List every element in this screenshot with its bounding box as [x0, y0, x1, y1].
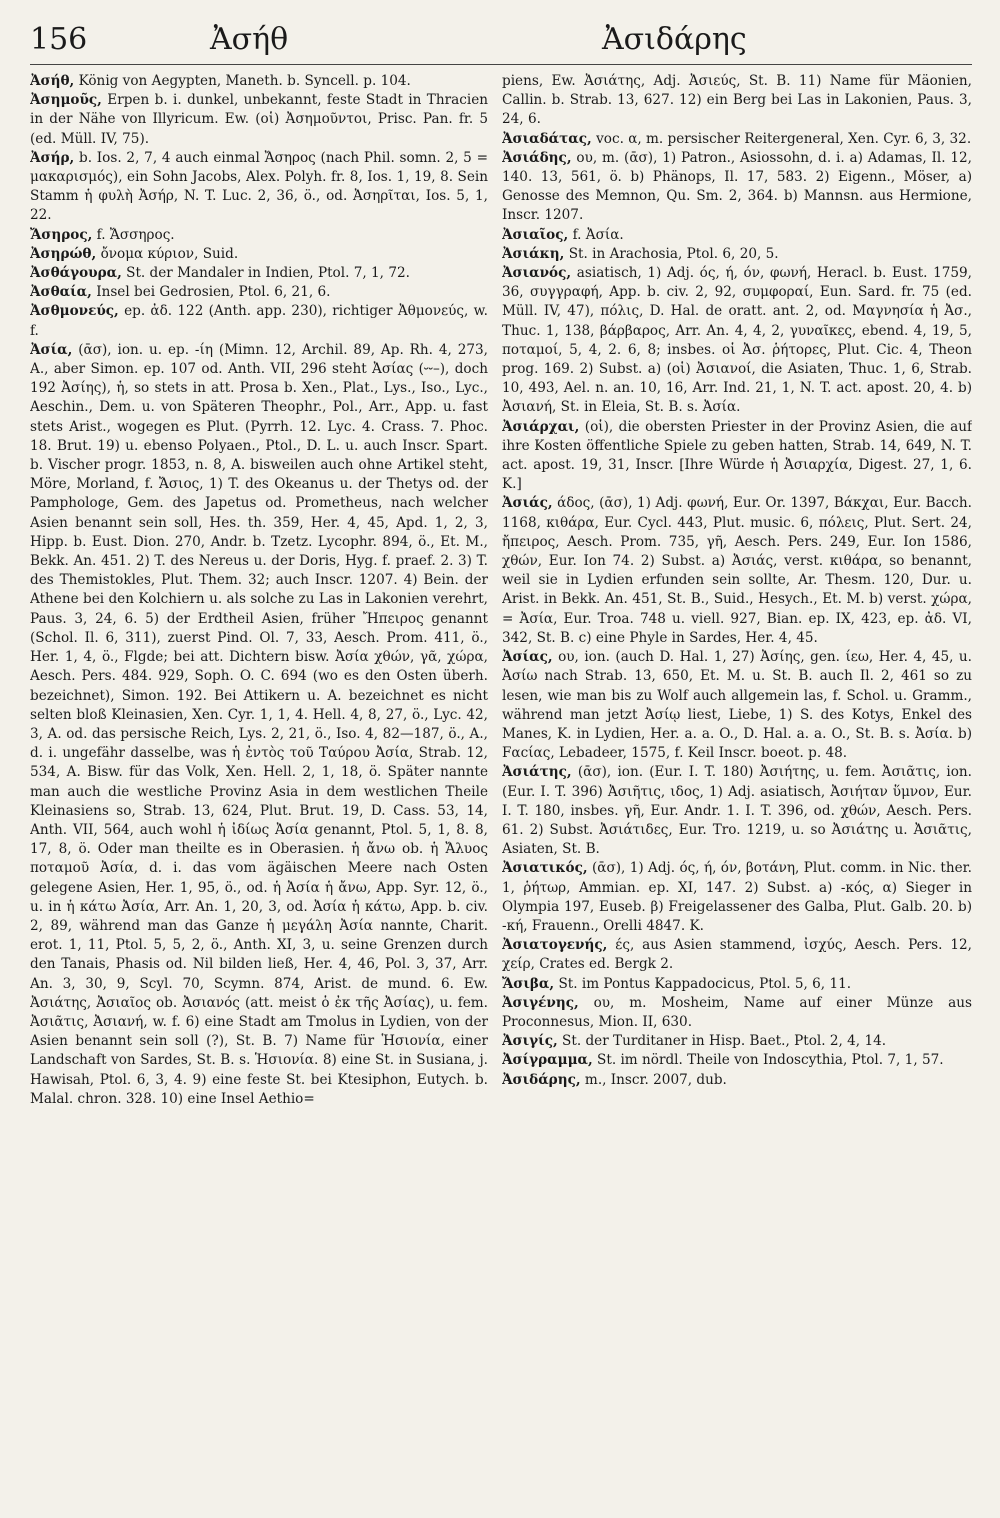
- dictionary-entry: [502, 264, 972, 418]
- right-column: [502, 72, 972, 1508]
- left-column: [30, 72, 488, 1508]
- entry-text: piens, Ew. Ἀσιάτης, Adj. Ἀσιεύς, St. B. 11) Name für Mäonien, Callin. b. Strab. 13, 627. 12) ein Berg bei Las in Lakonien, Paus. 3, 24, 6.: [502, 73, 972, 128]
- dictionary-entry: [30, 283, 488, 302]
- dictionary-entry: [30, 149, 488, 226]
- entry-lemma: Ἀσιάς,: [502, 495, 553, 512]
- columns: [30, 72, 976, 1508]
- dictionary-entry: [30, 72, 488, 91]
- entry-lemma: Ἀσιάτης,: [502, 764, 572, 781]
- dictionary-entry: [502, 245, 972, 264]
- headword-right: Ἀσιδάρης: [602, 22, 747, 57]
- dictionary-entry: [502, 1051, 972, 1070]
- entry-text: f. Ἄσσηρος.: [92, 226, 175, 243]
- headword-left: Ἀσήθ: [210, 22, 289, 57]
- dictionary-entry: [502, 763, 972, 859]
- entry-lemma: Ἀσιατογενής,: [502, 937, 608, 954]
- dictionary-entry: [502, 226, 972, 245]
- entry-text: voc. α, m. persischer Reitergeneral, Xen. Cyr. 6, 3, 32.: [591, 130, 972, 147]
- entry-lemma: Ἀσιαῖος,: [502, 226, 569, 243]
- dictionary-entry: [502, 936, 972, 974]
- entry-text: (ᾱσ), 1) Adj. ός, ή, όν, βοτάνη, Plut. comm. in Nic. ther. 1, ῥήτωρ, Ammian. ep. XI, 147. 2) Subst. a) -κός, α) Sieger in Olympia 197, Euseb. β) Freigelassener des Galba, Plut. Galb. 20. b) -κή, Frauenn., Orelli 4847. K.: [502, 860, 972, 934]
- page-number: 156: [30, 22, 88, 57]
- page-header: [30, 22, 972, 65]
- entry-text: St. der Mandaler in Indien, Ptol. 7, 1, 72.: [121, 265, 410, 282]
- entry-lemma: Ἀσήρ,: [30, 149, 75, 166]
- entry-text: St. im nördl. Theile von Indoscythia, Ptol. 7, 1, 57.: [592, 1052, 944, 1069]
- entry-text: (ᾱσ), ion. (Eur. I. T. 180) Ἀσιήτης, u. fem. Ἀσιᾶτις, ion. (Eur. I. T. 396) Ἀσιῆτις, ιδος, 1) Adj. asiatisch, Ἀσιήταν ὕμνον, Eur. I. T. 180, insbes. γῆ, Eur. Andr. 1. I. T. 396, od. χθών, Aesch. Pers. 61. 2) Subst. Ἀσιάτιδες, Eur. Tro. 1219, u. so Ἀσιάτης u. Ἀσιᾶτις, Asiaten, St. B.: [502, 764, 972, 858]
- dictionary-entry: [502, 994, 972, 1032]
- entry-text: ep. ἀδ. 122 (Anth. app. 230), richtiger Ἀθμονεύς, w. f.: [30, 303, 488, 339]
- entry-lemma: Ἀσιατικός,: [502, 860, 588, 877]
- entry-lemma: Ἀσίας,: [502, 649, 553, 666]
- entry-lemma: Ἀσία,: [30, 341, 73, 358]
- dictionary-entry: [30, 264, 488, 283]
- dictionary-entry: [502, 859, 972, 936]
- entry-text: ου, m. (ᾱσ), 1) Patron., Asiossohn, d. i. a) Adamas, Il. 12, 140. 13, 561, ö. b) Phänops, Il. 17, 583. 2) Eigenn., Möser, a) Genosse des Memnon, Qu. Sm. 2, 364. b) Mannsn. aus Hermione, Inscr. 1207.: [502, 149, 972, 224]
- dictionary-entry: [502, 1032, 972, 1051]
- entry-lemma: Ἀσημοῦς,: [30, 92, 102, 109]
- dictionary-entry: [502, 418, 972, 495]
- entry-text: m., Inscr. 2007, dub.: [580, 1071, 727, 1088]
- entry-text: St. im Pontus Kappadocicus, Ptol. 5, 6, 11.: [554, 975, 852, 992]
- entry-lemma: Ἀσιάρχαι,: [502, 418, 580, 435]
- dictionary-entry: [502, 648, 972, 763]
- entry-text: ου, m. Mosheim, Name auf einer Münze aus Proconnesus, Mion. II, 630.: [502, 994, 972, 1030]
- entry-text: St. der Turditaner in Hisp. Baet., Ptol. 2, 4, 14.: [557, 1033, 887, 1050]
- dictionary-entry: [30, 341, 488, 1109]
- entry-lemma: Ἀσηρώθ,: [30, 245, 97, 262]
- dictionary-entry: [502, 1071, 972, 1090]
- entry-text: ὄνομα κύριον, Suid.: [96, 245, 239, 262]
- entry-text: Insel bei Gedrosien, Ptol. 6, 21, 6.: [91, 284, 331, 301]
- entry-text: (οἱ), die obersten Priester in der Provinz Asien, die auf ihre Kosten öffentliche Spiele zu geben hatten, Strab. 14, 649, N. T. act. apost. 19, 31, Inscr. [Ihre Würde ἡ Ἀσιαρχία, Digest. 27, 1, 6. K.]: [502, 418, 972, 493]
- entry-text: asiatisch, 1) Adj. ός, ή, όν, φωνή, Heracl. b. Eust. 1759, 36, συγγραφή, App. b. civ. 2, 92, συμφοραί, Eun. Sard. fr. 75 (ed. Müll. IV, 47), πόλις, D. Hal. de oratt. ant. 2, od. Μαγνησία ἡ Ἀσ., Thuc. 1, 138, βάρβαρος, Arr. An. 4, 4, 2, γυναῖκες, ebend. 4, 19, 5, ποταμοί, 5, 4, 2. 6, 8; insbes. οἱ Ἀσ. ῥήτορες, Plut. Cic. 4, Theon prog. 169. 2) Subst. a) (οἱ) Ἀσιανοί, die Asiaten, Thuc. 1, 6, Strab. 10, 493, Ael. n. an. 10, 16, Arr. Ind. 21, 1, N. T. act. apost. 20, 4. b) Ἀσιανή, St. in Eleia, St. B. s. Ἀσία.: [502, 265, 972, 416]
- dictionary-entry: [502, 72, 972, 130]
- entry-text: Erpen b. i. dunkel, unbekannt, feste Stadt in Thracien in der Nähe von Illyricum. Ew. (οἱ) Ἀσημοῦντοι, Prisc. Pan. fr. 5 (ed. Müll. IV, 75).: [30, 92, 488, 147]
- entry-lemma: Ἀσιγίς,: [502, 1033, 558, 1050]
- entry-text: (ᾱσ), ion. u. ep. -ίη (Mimn. 12, Archil. 89, Ap. Rh. 4, 273, A., aber Simon. ep. 107 od. Anth. VII, 296 steht Ἀσίας (⏑⏑–), doch 192 Ἀσίης), ἡ, so stets in att. Prosa b. Xen., Plat., Lys., Iso., Lyc., Aeschin., Dem. u. von Späteren Theophr., Pol., Arr., App. u. fast stets Arist., wogegen es Plut. (Pyrrh. 12. Lyc. 4. Crass. 7. Phoc. 18. Brut. 19) u. ebenso Polyaen., Ptol., D. L. u. auch Inscr. Spart. b. Vischer progr. 1853, n. 8, A. bisweilen auch ohne Artikel steht, Möre, Morland, f. Ἄσιος, 1) T. des Okeanus u. der Thetys od. der Pamphologe, Gem. des Japetus od. Prometheus, nach welcher Asien benannt sein soll, Hes. th. 359, Her. 4, 45, Apd. 1, 2, 3, Hipp. b. Eust. Dion. 270, Andr. b. Tzetz. Lycophr. 894, ö., Et. M., Bekk. An. 451. 2) T. des Nereus u. der Doris, Hyg. f. praef. 2. 3) T. des Themistokles, Plut. Them. 32; auch Inscr. 1207. 4) Bein. der Athene bei den Kolchiern u. als solche zu Las in Lakonien verehrt, Paus. 3, 24, 6. 5) der Erdtheil Asien, früher Ἤπειρος genannt (Schol. Il. 6, 311), zuerst Pind. Ol. 7, 33, Aesch. Prom. 411, ö., Her. 1, 4, ö., Flgde; bei att. Dichtern bisw. Ἀσία χθών, γᾶ, χώρα, Aesch. Pers. 484. 929, Soph. O. C. 694 (wo es den Osten überh. bezeichnet), Simon. 192. Bei Attikern u. A. bezeichnet es nicht selten bloß Kleinasien, Xen. Cyr. 1, 1, 4. Hell. 4, 8, 27, ö., Lyc. 42, 3, A. od. das persische Reich, Lys. 2, 21, ö., Iso. 4, 82—187, ö., A., d. i. ungefähr dasselbe, was ἡ ἐντὸς τοῦ Ταύρου Ἀσία, Strab. 12, 534, A. Bisw. für das Volk, Xen. Hell. 2, 1, 18, ö. Später nannte man auch die westliche Provinz Asia in dem westlichen Theile Kleinasiens so, Strab. 13, 624, Plut. Brut. 19, D. Cass. 53, 14, Anth. VII, 564, auch wohl ἡ ἰδίως Ἀσία genannt, Ptol. 5, 1, 8. 8, 17, 8, ö. Oder man theilte es in Oberasien. ἡ ἄνω ob. ἡ Ἄλυος ποταμοῦ Ἀσία, d. i. das vom ägäischen Meere nach Osten gelegene Asien, Her. 1, 95, ö., od. ἡ Ἀσία ἡ ἄνω, App. Syr. 12, ö., u. in ἡ κάτω Ἀσία, Arr. An. 1, 20, 3, od. Ἀσία ἡ κάτω, App. b. civ. 2, 89, während man das Ganze ἡ μεγάλη Ἀσία nannte, Charit. erot. 1, 11, Ptol. 5, 5, 2, ö., Anth. XI, 3, u. seine Grenzen durch den Tanais, Phasis od. Nil bilden ließ, Her. 4, 46, Pol. 3, 37, Arr. An. 3, 30, 9, Scyl. 70, Scymn. 874, Arist. de mund. 6. Ew. Ἀσιάτης, Ἀσιαῖος ob. Ἀσιανός (att. meist ὁ ἐκ τῆς Ἀσίας), u. fem. Ἀσιᾶτις, Ἀσιανή, w. f. 6) eine Stadt am Tmolus in Lydien, von der Asien benannt sein soll (?), St. B. 7) Name für Ἡσιονία, einer Landschaft von Sardes, St. B. s. Ἡσιονία. 8) eine St. in Susiana, j. Hawisah, Ptol. 6, 3, 4. 9) eine feste St. bei Ktesiphon, Eutych. b. Malal. chron. 328. 10) eine Insel Aethio=: [30, 341, 488, 1107]
- entry-lemma: Ἀσιάκη,: [502, 245, 565, 262]
- entry-lemma: Ἀσιδάρης,: [502, 1071, 581, 1088]
- entry-text: ου, ion. (auch D. Hal. 1, 27) Ἀσίης, gen. ίεω, Her. 4, 45, u. Ἀσίω nach Strab. 13, 650, Et. M. u. St. B. auch Il. 2, 461 so zu lesen, wie man bis zu Wolf auch allgemein las, f. Schol. u. Gramm., während man jetzt Ἀσίῳ liest, Liebe, 1) S. des Kotys, Enkel des Manes, K. in Lydien, Her. a. a. O., D. Hal. a. a. O., St. B. s. Ἀσία. b) Fαcίας, Lebadeer, 1575, f. Keil Inscr. boeot. p. 48.: [502, 649, 972, 762]
- dictionary-entry: [502, 130, 972, 149]
- entry-lemma: Ἄσιβα,: [502, 975, 555, 992]
- entry-text: St. in Arachosia, Ptol. 6, 20, 5.: [564, 245, 779, 262]
- entry-lemma: Ἄσηρος,: [30, 226, 93, 243]
- entry-lemma: Ἀσίγραμμα,: [502, 1052, 593, 1069]
- entry-text: f. Ἀσία.: [568, 226, 624, 243]
- dictionary-entry: [30, 245, 488, 264]
- dictionary-entry: [502, 494, 972, 648]
- entry-text: ές, aus Asien stammend, ἰσχύς, Aesch. Pers. 12, χείρ, Crates ed. Bergk 2.: [502, 937, 972, 973]
- entry-lemma: Ἀσθαία,: [30, 284, 92, 301]
- entry-text: άδος, (ᾱσ), 1) Adj. φωνή, Eur. Or. 1397, Βάκχαι, Eur. Bacch. 1168, κιθάρα, Eur. Cycl. 443, Plut. music. 6, πόλεις, Plut. Sert. 24, ἤπειρος, Aesch. Prom. 735, γῆ, Aesch. Pers. 249, Eur. Ion 1586, χθών, Eur. Ion 74. 2) Subst. a) Ἀσιάς, verst. κιθάρα, so benannt, weil sie in Lydien erfunden sein sollte, Ar. Thesm. 120, Dur. u. Arist. in Bekk. An. 451, St. B., Suid., Hesych., Et. M. b) verst. χώρα, = Ἀσία, Eur. Troa. 748 u. viell. 927, Bian. ep. IX, 423, ep. ἀδ. VI, 342, St. B. c) eine Phyle in Sardes, Her. 4, 45.: [502, 495, 972, 646]
- entry-lemma: Ἀσθάγουρα,: [30, 265, 122, 282]
- entry-lemma: Ἀσιανός,: [502, 265, 572, 282]
- entry-lemma: Ἀσθμονεύς,: [30, 303, 119, 320]
- entry-lemma: Ἀσιαδάτας,: [502, 130, 592, 147]
- dictionary-entry: [30, 302, 488, 340]
- dictionary-entry: [30, 226, 488, 245]
- entry-text: b. Ios. 2, 7, 4 auch einmal Ἄσηρος (nach Phil. somn. 2, 5 = μακαρισμός), ein Sohn Jacobs, Alex. Polyh. fr. 8, Ios. 1, 19, 8. Sein Stamm ἡ φυλὴ Ἀσήρ, N. T. Luc. 2, 36, ö., od. Ἀσηρῖται, Ios. 5, 1, 22.: [30, 149, 488, 224]
- dictionary-entry: [30, 91, 488, 149]
- dictionary-entry: [502, 149, 972, 226]
- entry-lemma: Ἀσιγένης,: [502, 994, 579, 1011]
- entry-text: König von Aegypten, Maneth. b. Syncell. p. 104.: [74, 73, 411, 89]
- entry-lemma: Ἀσιάδης,: [502, 149, 572, 166]
- entry-lemma: Ἀσήθ,: [30, 73, 75, 89]
- dictionary-entry: [502, 975, 972, 994]
